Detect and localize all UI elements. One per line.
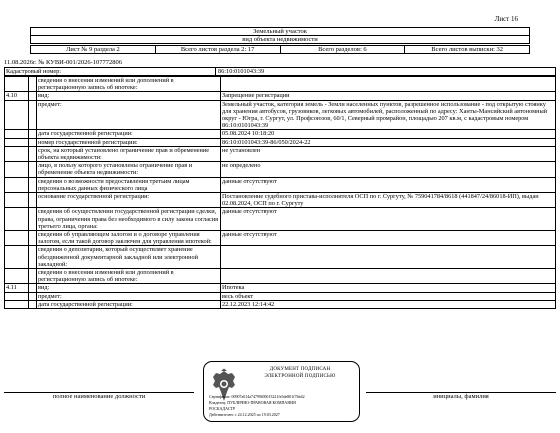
row-value: 05.08.2024 10:18:20	[221, 130, 556, 138]
table-row	[5, 130, 556, 138]
row-label: вид:	[37, 92, 221, 100]
row-number	[5, 146, 29, 161]
row-value	[221, 269, 556, 284]
row-spacer	[29, 138, 37, 146]
row-number	[5, 162, 29, 177]
row-number	[5, 138, 29, 146]
row-value: данные отсутствуют	[221, 231, 556, 246]
row-label: сведения о внесении изменений или дополнений в регистрационную запись об ипотеке:	[37, 269, 221, 284]
row-value	[221, 246, 556, 269]
row-spacer	[29, 130, 37, 138]
encumbrance-table	[4, 76, 556, 309]
row-spacer	[29, 193, 37, 208]
row-spacer	[29, 177, 37, 192]
total-section-sheets: Всего листов раздела 2: 17	[156, 46, 281, 53]
row-label: дата государственной регистрации:	[37, 130, 221, 138]
row-value: Земельный участок, категория земель - Земли населенных пунктов, разрешенное использование - под открытую стоянку для хранения автобусов, грузовиков, легковых автомобилей, расположенный по адресу: Ханты-Мансийский автономный округ - Югра, г. Сургут, ул. Профсоюзов, 60/1, Северный промрайон, площадью 207 кв.м, с кадастровым номером 86:10:0101043:39	[221, 100, 556, 130]
row-label: сведения об осуществлении государственной регистрации сделки, права, ограничения права без необходимого в силу закона согласия третьего лица, органа:	[37, 208, 221, 231]
row-number	[5, 130, 29, 138]
row-number	[5, 300, 29, 308]
sheet-meta-row	[30, 45, 530, 54]
row-spacer	[29, 100, 37, 130]
stamp-line-2: ЭЛЕКТРОННОЙ ПОДПИСЬЮ	[264, 374, 336, 379]
table-row	[5, 146, 556, 161]
row-spacer	[29, 292, 37, 300]
table-row	[5, 162, 556, 177]
row-value: 22.12.2023 12:14:42	[221, 300, 556, 308]
row-spacer	[29, 231, 37, 246]
row-label: вид:	[37, 284, 221, 292]
row-label: срок, на который установлено ограничение прав и обременение объекта недвижимости:	[37, 146, 221, 161]
row-spacer	[29, 92, 37, 100]
stamp-certificate: Сертификат: 00907a014a74799f00015221fe5de801f7bb42	[209, 394, 305, 399]
row-value: весь объект	[221, 292, 556, 300]
row-value: Постановление судебного пристава-исполнителя ОСП по г. Сургуту, № 759041784/8618 (441847/24/86018-ИП), выдан 02.08.2024, ОСП по г. Сургуту	[221, 193, 556, 208]
row-value	[221, 77, 556, 92]
row-label: предмет:	[37, 100, 221, 130]
stamp-line-1: ДОКУМЕНТ ПОДПИСАН	[269, 367, 331, 372]
row-value: данные отсутствуют	[221, 208, 556, 231]
row-label: сведения о депозитарии, который осуществляет хранение обездвиженной документарной закладной или электронной закладной:	[37, 246, 221, 269]
row-number	[5, 193, 29, 208]
row-spacer	[29, 162, 37, 177]
row-spacer	[29, 208, 37, 231]
row-spacer	[29, 146, 37, 161]
row-spacer	[29, 269, 37, 284]
sheet-number: Лист 16	[494, 15, 518, 23]
name-caption: инициалы, фамилия	[433, 393, 489, 400]
extract-number: 11.08.2026г. № КУВИ-001/2026-107772806	[4, 59, 122, 66]
table-row	[5, 177, 556, 192]
row-label: сведения о внесении изменений или дополнений в регистрационную запись об ипотеке:	[37, 77, 221, 92]
row-number: 4.11	[5, 284, 29, 292]
row-number	[5, 177, 29, 192]
electronic-signature-stamp	[203, 361, 360, 422]
row-number	[5, 292, 29, 300]
row-label: сведения о возможности предоставления третьим лицам персональных данных физического лица	[37, 177, 221, 192]
row-label: номер государственной регистрации:	[37, 138, 221, 146]
total-extract-sheets: Всего листов выписки: 32	[431, 46, 503, 53]
row-label: предмет:	[37, 292, 221, 300]
row-label: сведения об управляющем залогом и о договоре управления залогом, если такой договор заключен для управления ипотекой:	[37, 231, 221, 246]
row-spacer	[29, 300, 37, 308]
row-value: 86:10:0101043:39-86/050/2024-22	[221, 138, 556, 146]
row-number	[5, 246, 29, 269]
row-number	[5, 231, 29, 246]
stamp-validity: Действителен: с 24.12.2025 по 19.03.2027	[209, 412, 280, 417]
row-number	[5, 269, 29, 284]
position-caption: полное наименование должности	[52, 393, 146, 400]
row-label: основание государственной регистрации:	[37, 193, 221, 208]
table-row	[5, 138, 556, 146]
object-title: Земельный участок	[30, 27, 530, 36]
table-row	[5, 269, 556, 284]
stamp-owner: Владелец: ПУБЛИЧНО-ПРАВОВАЯ КОМПАНИЯ	[209, 400, 296, 405]
table-row	[5, 246, 556, 269]
row-value: не определено	[221, 162, 556, 177]
row-value: данные отсутствуют	[221, 177, 556, 192]
row-value: Запрещение регистрации	[221, 92, 556, 100]
row-spacer	[29, 246, 37, 269]
table-row	[5, 193, 556, 208]
row-label: дата государственной регистрации:	[37, 300, 221, 308]
table-row	[5, 300, 556, 308]
table-row	[5, 231, 556, 246]
row-value: Ипотека	[221, 284, 556, 292]
stamp-owner-org: РОСКАДАСТР	[209, 406, 236, 411]
cadastral-value: 86:10:0101043:39	[218, 68, 265, 75]
row-number: 4.10	[5, 92, 29, 100]
row-spacer	[29, 77, 37, 92]
table-row	[5, 208, 556, 231]
row-number	[5, 100, 29, 130]
total-sections: Всего разделов: 6	[281, 46, 406, 53]
row-value: не установлен	[221, 146, 556, 161]
table-row	[5, 284, 556, 292]
sheet-section: Лист № 9 раздела 2	[31, 46, 156, 53]
row-number	[5, 77, 29, 92]
table-row	[5, 100, 556, 130]
row-label: лицо, в пользу которого установлены ограничение прав и обременение объекта недвижимости:	[37, 162, 221, 177]
row-spacer	[29, 284, 37, 292]
object-subtitle: вид объекта недвижимости	[30, 35, 530, 44]
table-row	[5, 292, 556, 300]
row-number	[5, 208, 29, 231]
table-row	[5, 92, 556, 100]
cadastral-number-row	[4, 67, 556, 76]
table-row	[5, 77, 556, 92]
cadastral-label: Кадастровый номер:	[5, 68, 216, 75]
